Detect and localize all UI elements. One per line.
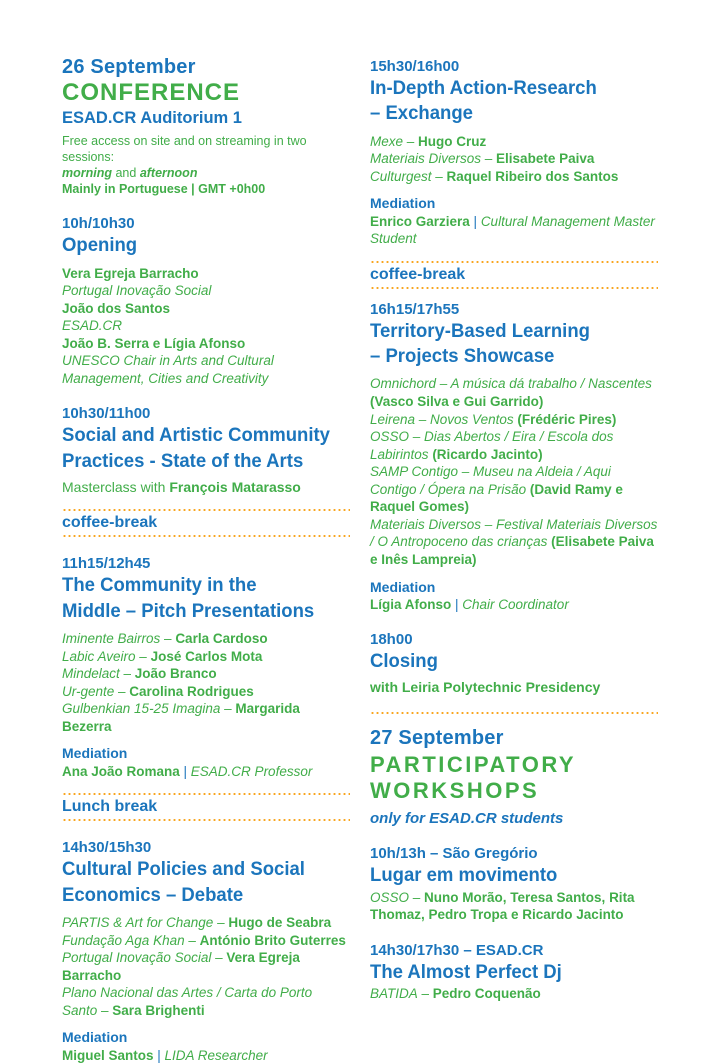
person-name: (Ricardo Jacinto) — [432, 447, 542, 462]
speaker-name: João dos Santos — [62, 300, 350, 318]
dash-separator: – — [213, 915, 228, 930]
program-item — [62, 932, 350, 950]
project-name: Plano Nacional das Artes / Carta do Porto Santo — [62, 985, 312, 1018]
dash-separator: – — [409, 890, 424, 905]
day2-category-line2: WORKSHOPS — [370, 776, 658, 806]
session-title: Opening — [62, 233, 336, 258]
person-name: Margarida Bezerra — [62, 701, 300, 734]
session-time: 14h30/15h30 — [62, 839, 350, 857]
program-item — [370, 133, 658, 151]
mediator-line — [370, 596, 658, 614]
coffee-break — [62, 509, 350, 537]
person-name: (Frédéric Pires) — [517, 412, 616, 427]
access-intro: Free access on site and on streaming in two sessions: — [62, 133, 350, 165]
mediation-label: Mediation — [62, 744, 350, 762]
dash-separator: – — [97, 1003, 112, 1018]
session-title-line2: Economics – Debate — [62, 883, 336, 908]
session-title-line1: Cultural Policies and Social — [62, 857, 336, 882]
mediator-role: ESAD.CR Professor — [191, 764, 313, 779]
left-column — [62, 56, 350, 1064]
mediator-role: Cultural Management Master Student — [370, 214, 655, 247]
day1-venue: ESAD.CR Auditorium 1 — [62, 108, 350, 129]
workshop-lugar — [370, 845, 658, 923]
mediation-label: Mediation — [370, 578, 658, 596]
person-name: Raquel Ribeiro dos Santos — [447, 169, 619, 184]
session-time: 10h30/11h00 — [62, 405, 350, 423]
program-item — [370, 375, 658, 410]
project-name: Leirena – Novos Ventos — [370, 412, 514, 427]
session-joiner: and — [112, 166, 140, 180]
dotted-separator — [62, 535, 350, 537]
program-item — [370, 428, 658, 463]
project-name: Mexe — [370, 134, 403, 149]
program-item-list — [62, 914, 350, 1019]
project-name: Iminente Bairros — [62, 631, 160, 646]
mediator-line — [62, 763, 350, 781]
session-title-line1: Social and Artistic Community — [62, 423, 336, 448]
session-debate — [62, 839, 350, 1064]
program-item — [370, 168, 658, 186]
day1-date: 26 September — [62, 56, 350, 79]
mediator-name: Miguel Santos — [62, 1048, 154, 1063]
person-name: (Elisabete Paiva e Inês Lampreia) — [370, 534, 654, 567]
speaker-list — [62, 265, 350, 388]
person-name: (David Ramy e Raquel Gomes) — [370, 482, 623, 515]
break-label: coffee-break — [370, 263, 658, 287]
project-name: Culturgest — [370, 169, 432, 184]
program-item — [370, 411, 658, 429]
person-name: Carolina Rodrigues — [129, 684, 254, 699]
dotted-separator — [62, 819, 350, 821]
dash-separator: – — [220, 701, 235, 716]
program-item-list — [370, 375, 658, 568]
coffee-break — [370, 261, 658, 289]
subtitle-speaker: François Matarasso — [169, 479, 301, 495]
mediator-name: Enrico Garziera — [370, 214, 470, 229]
session-morning: morning — [62, 166, 112, 180]
project-name: Fundação Aga Khan — [62, 933, 185, 948]
program-item-list — [62, 630, 350, 735]
speaker-name: Vera Egreja Barracho — [62, 265, 350, 283]
speaker-org: UNESCO Chair in Arts and Cultural Management, Cities and Creativity — [62, 352, 350, 387]
dash-separator: – — [418, 986, 433, 1001]
project-name: PARTIS & Art for Change — [62, 915, 213, 930]
session-time: 16h15/17h55 — [370, 301, 658, 319]
session-closing — [370, 631, 658, 696]
session-showcase — [370, 301, 658, 613]
project-name: OSSO — [370, 890, 409, 905]
dash-separator: – — [136, 649, 151, 664]
session-title: Closing — [370, 649, 644, 674]
day1-header — [62, 56, 350, 197]
program-item — [62, 665, 350, 683]
session-title-line2: Practices - State of the Arts — [62, 449, 336, 474]
program-item — [62, 984, 350, 1019]
program-item-list — [370, 133, 658, 186]
project-name: Mindelact — [62, 666, 120, 681]
dotted-separator — [370, 712, 658, 714]
session-pitch — [62, 555, 350, 780]
program-item — [62, 914, 350, 932]
mediator-role: Chair Coordinator — [462, 597, 569, 612]
program-item — [62, 683, 350, 701]
session-title-line2: Middle – Pitch Presentations — [62, 599, 336, 624]
day1-category: CONFERENCE — [62, 79, 350, 107]
mediator-line — [62, 1047, 350, 1064]
project-name: Materiais Diversos – Festival Materiais Diversos / O Antropoceno das crianças — [370, 517, 657, 550]
dotted-separator — [370, 287, 658, 289]
mediator-role: LIDA Researcher — [165, 1048, 268, 1063]
program-item — [62, 648, 350, 666]
program-item — [370, 516, 658, 569]
mediator-name: Lígia Afonso — [370, 597, 451, 612]
project-name: Ur-gente — [62, 684, 114, 699]
mediator-line — [370, 213, 658, 248]
person-name: Elisabete Paiva — [496, 151, 594, 166]
day2-category-line1: PARTICIPATORY — [370, 750, 658, 780]
mediation-label: Mediation — [370, 194, 658, 212]
dash-separator: – — [185, 933, 200, 948]
dash-separator: – — [403, 134, 418, 149]
program-item — [370, 150, 658, 168]
session-time: 15h30/16h00 — [370, 58, 658, 76]
workshop-title: Lugar em movimento — [370, 863, 644, 888]
pipe-separator: | — [470, 214, 481, 229]
program-item — [62, 630, 350, 648]
speaker-name: João B. Serra e Lígia Afonso — [62, 335, 350, 353]
person-name: Sara Brighenti — [112, 1003, 204, 1018]
dash-separator: – — [481, 151, 496, 166]
session-title-line2: – Exchange — [370, 101, 644, 126]
pipe-separator: | — [180, 764, 191, 779]
dash-separator: – — [120, 666, 135, 681]
mediator-name: Ana João Romana — [62, 764, 180, 779]
session-time: 18h00 — [370, 631, 658, 649]
access-sessions — [62, 165, 350, 181]
access-note — [62, 133, 350, 197]
project-name: OSSO – Dias Abertos / Eira / Escola dos Labirintos — [370, 429, 613, 462]
program-item — [370, 889, 658, 924]
day2-note: only for ESAD.CR students — [370, 810, 658, 827]
session-exchange — [370, 58, 658, 248]
dash-separator: – — [211, 950, 226, 965]
session-masterclass — [62, 405, 350, 496]
session-title-line1: Territory-Based Learning — [370, 319, 644, 344]
project-name: Labic Aveiro — [62, 649, 136, 664]
person-name: (Vasco Silva e Gui Garrido) — [370, 394, 543, 409]
lunch-break — [62, 793, 350, 821]
person-name: Hugo de Seabra — [228, 915, 331, 930]
pipe-separator: | — [154, 1048, 165, 1063]
language-note: Mainly in Portuguese | GMT +0h00 — [62, 181, 350, 197]
person-name: António Brito Guterres — [200, 933, 346, 948]
person-name: Carla Cardoso — [175, 631, 267, 646]
dash-separator: – — [432, 169, 447, 184]
day-divider — [370, 712, 658, 714]
session-title-line1: In-Depth Action-Research — [370, 76, 644, 101]
workshop-time: 14h30/17h30 – ESAD.CR — [370, 942, 658, 960]
project-name: Gulbenkian 15-25 Imagina — [62, 701, 220, 716]
session-time: 11h15/12h45 — [62, 555, 350, 573]
session-subtitle — [62, 478, 350, 496]
workshop-time: 10h/13h – São Gregório — [370, 845, 658, 863]
session-title-line1: The Community in the — [62, 573, 336, 598]
program-item — [62, 700, 350, 735]
project-name: Portugal Inovação Social — [62, 950, 211, 965]
subtitle-prefix: Masterclass with — [62, 479, 169, 495]
program-item — [62, 949, 350, 984]
speaker-org: Portugal Inovação Social — [62, 282, 350, 300]
day2-date: 27 September — [370, 727, 658, 750]
workshop-dj — [370, 942, 658, 1003]
break-label: coffee-break — [62, 511, 350, 535]
day2-header — [370, 727, 658, 828]
break-label: Lunch break — [62, 795, 350, 819]
person-name: Pedro Coquenão — [433, 986, 541, 1001]
mediation-label: Mediation — [62, 1028, 350, 1046]
project-name: Omnichord – A música dá trabalho / Nascentes — [370, 376, 652, 391]
person-name: José Carlos Mota — [151, 649, 263, 664]
project-name: SAMP Contigo – Museu na Aldeia / Aqui Contigo / Ópera na Prisão — [370, 464, 611, 497]
program-item — [370, 985, 658, 1003]
closing-subtitle: with Leiria Polytechnic Presidency — [370, 678, 658, 696]
workshop-title: The Almost Perfect Dj — [370, 960, 644, 985]
project-name: BATIDA — [370, 986, 418, 1001]
session-afternoon: afternoon — [140, 166, 198, 180]
person-name: Nuno Morão, Teresa Santos, Rita Thomaz, Pedro Tropa e Ricardo Jacinto — [370, 890, 635, 923]
person-name: Hugo Cruz — [418, 134, 486, 149]
person-name: Vera Egreja Barracho — [62, 950, 300, 983]
project-name: Materiais Diversos — [370, 151, 481, 166]
session-title-line2: – Projects Showcase — [370, 344, 644, 369]
speaker-org: ESAD.CR — [62, 317, 350, 335]
right-column — [370, 56, 658, 1064]
dash-separator: – — [114, 684, 129, 699]
person-name: João Branco — [135, 666, 217, 681]
session-time: 10h/10h30 — [62, 215, 350, 233]
pipe-separator: | — [451, 597, 462, 612]
dash-separator: – — [160, 631, 175, 646]
session-opening — [62, 215, 350, 387]
program-item — [370, 463, 658, 516]
